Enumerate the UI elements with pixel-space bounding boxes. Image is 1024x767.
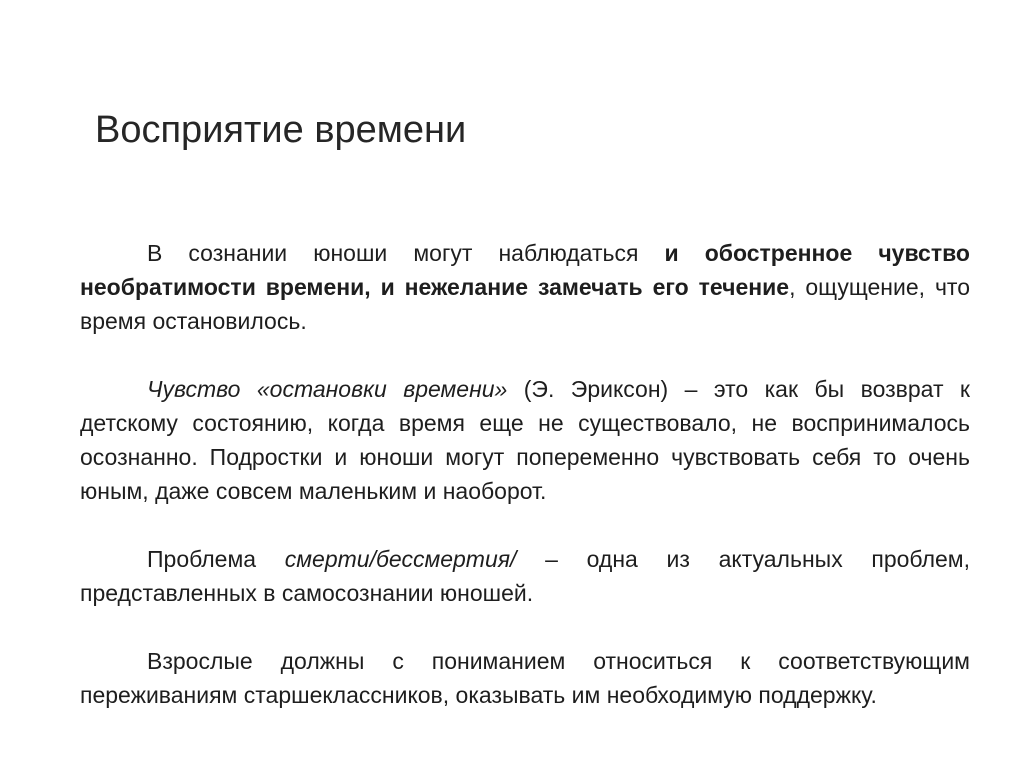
paragraph-1-text-start: В сознании юноши могут наблюдаться <box>147 240 665 266</box>
paragraph-1-text-end: , ощущение, что время остановилось. <box>80 274 970 334</box>
paragraph-3-text-start: Проблема <box>147 546 285 572</box>
paragraph-3-text-end: – одна из актуальных проблем, представленных в самосознании юношей. <box>80 546 970 606</box>
slide-title: Восприятие времени <box>95 109 467 151</box>
slide-body <box>80 236 970 712</box>
paragraph-time-stop <box>80 372 970 508</box>
paragraph-1-bold-phrase: и обостренное чувство необратимости времени, и нежелание замечать его течение <box>80 240 970 300</box>
paragraph-3-italic-phrase: смерти/бессмертия/ <box>284 546 517 572</box>
paragraph-adult-support <box>80 644 970 712</box>
paragraph-time-perception <box>80 236 970 338</box>
paragraph-4-text: Взрослые должны с пониманием относиться к соответствующим переживаниям старшеклассников, оказывать им необходимую поддержку. <box>80 648 970 708</box>
paragraph-death-problem <box>80 542 970 610</box>
paragraph-2-italic-phrase: Чувство «остановки времени» <box>147 376 508 402</box>
paragraph-2-text: (Э. Эриксон) – это как бы возврат к детскому состоянию, когда время еще не существовало, не воспринималось осознанно. Подростки и юноши могут попеременно чувствовать себя то очень юным, даже совсем маленьким и наоборот. <box>80 376 970 504</box>
